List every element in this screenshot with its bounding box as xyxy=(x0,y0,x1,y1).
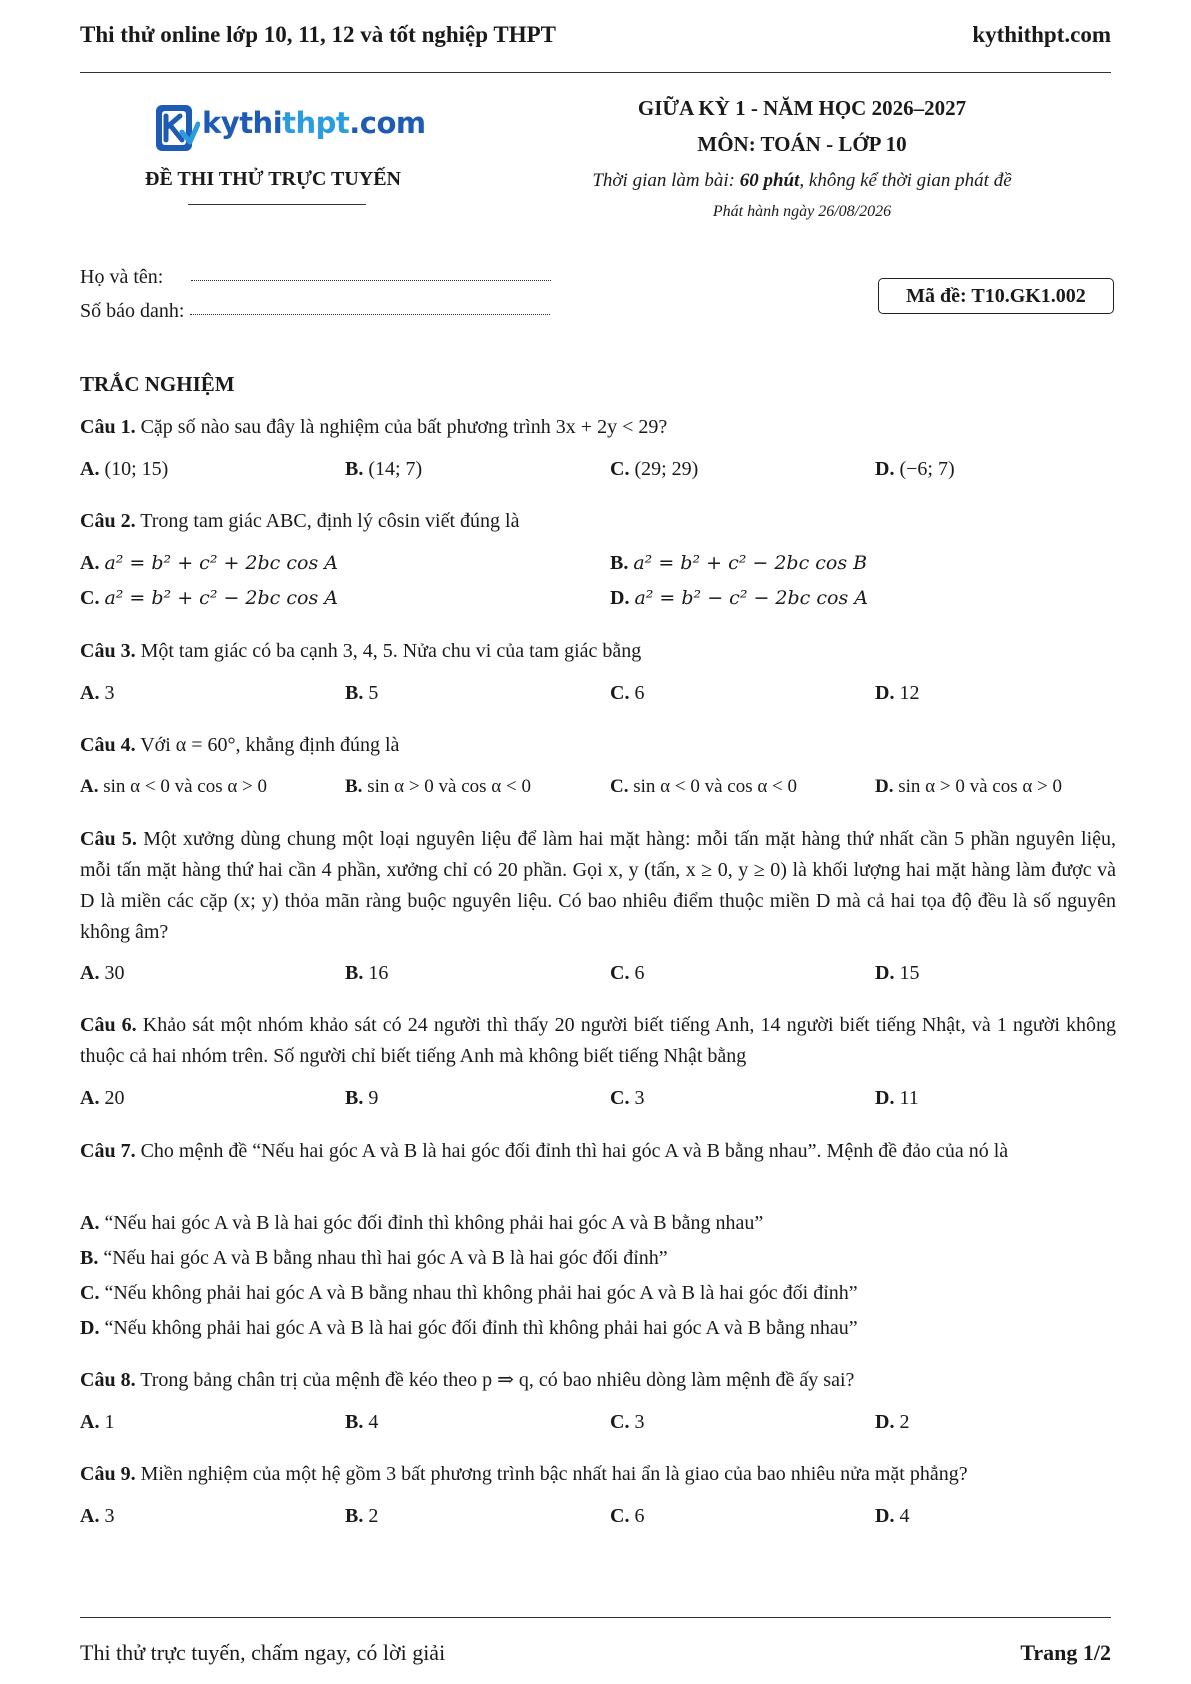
option-label: B. xyxy=(345,776,363,797)
question-text: Khảo sát một nhóm khảo sát có 24 người thì thấy 20 người biết tiếng Anh, 14 người biết tiếng Nhật, và 1 người không thuộc cả hai nhóm trên. Số người chỉ biết tiếng Anh mà không biết tiếng Nhật bằng xyxy=(80,1014,1117,1067)
footer-tagline: Thi thử trực tuyến, chấm ngay, có lời giải xyxy=(80,1640,446,1665)
option-c[interactable] xyxy=(610,776,797,798)
site-logo xyxy=(152,102,426,156)
name-blank[interactable] xyxy=(191,280,551,281)
question-9 xyxy=(80,1459,1116,1490)
option-label: C. xyxy=(610,682,630,704)
question-text: Trong tam giác ABC, định lý côsin viết đúng là xyxy=(140,510,520,532)
option-label: D. xyxy=(610,587,630,609)
logo-text-com: .com xyxy=(349,106,426,140)
exam-subject: MÔN: TOÁN - LỚP 10 xyxy=(697,132,907,156)
option-a[interactable] xyxy=(80,682,114,705)
option-label: B. xyxy=(345,1087,364,1109)
question-number: Câu 9. xyxy=(80,1463,136,1485)
option-b[interactable] xyxy=(345,776,531,798)
exam-code-badge: Mã đề: T10.GK1.002 xyxy=(878,278,1114,314)
option-label: A. xyxy=(80,1087,100,1109)
option-c[interactable] xyxy=(610,1505,644,1528)
option-text: 16 xyxy=(368,962,389,984)
option-label: A. xyxy=(80,458,100,480)
option-c[interactable] xyxy=(80,1282,858,1305)
option-label: B. xyxy=(345,1505,364,1527)
option-c[interactable] xyxy=(610,682,644,705)
option-a[interactable] xyxy=(80,1505,114,1528)
exam-time-suffix: , không kể thời gian phát đề xyxy=(799,170,1012,191)
question-text: Cho mệnh đề “Nếu hai góc A và B là hai góc đối đỉnh thì hai góc A và B bằng nhau”. Mệnh đề đảo của nó là xyxy=(140,1140,1009,1162)
option-text: sin α < 0 và cos α > 0 xyxy=(103,776,268,797)
option-b[interactable] xyxy=(345,1087,378,1110)
option-a[interactable] xyxy=(80,1087,124,1110)
option-text: sin α < 0 và cos α < 0 xyxy=(633,776,798,797)
option-label: A. xyxy=(80,1411,100,1433)
question-number: Câu 7. xyxy=(80,1140,136,1162)
option-text: “Nếu không phải hai góc A và B bằng nhau thì không phải hai góc A và B là hai góc đối đỉnh” xyxy=(104,1282,858,1304)
section-title: TRẮC NGHIỆM xyxy=(80,372,235,396)
option-d[interactable] xyxy=(875,1411,909,1434)
header-site: kythithpt.com xyxy=(972,22,1111,47)
exam-time-prefix: Thời gian làm bài: xyxy=(592,170,740,191)
exam-time xyxy=(548,170,1056,192)
option-label: D. xyxy=(875,682,895,704)
question-text: Miền nghiệm của một hệ gồm 3 bất phương trình bậc nhất hai ẩn là giao của bao nhiêu nửa mặt phẳng? xyxy=(140,1463,968,1485)
option-a[interactable] xyxy=(80,1411,114,1434)
option-a[interactable] xyxy=(80,458,168,481)
question-1 xyxy=(80,412,1116,443)
name-label: Họ và tên: xyxy=(80,266,164,288)
option-text: 2 xyxy=(368,1505,379,1527)
question-text: Trong bảng chân trị của mệnh đề kéo theo p ⇒ q, có bao nhiêu dòng làm mệnh đề ấy sai? xyxy=(140,1369,855,1391)
option-label: A. xyxy=(80,776,99,797)
option-label: C. xyxy=(610,962,630,984)
option-text: a² = b² + c² + 2bc cos A xyxy=(104,552,338,574)
option-label: B. xyxy=(80,1247,99,1269)
option-label: D. xyxy=(875,458,895,480)
option-label: A. xyxy=(80,552,100,574)
option-label: A. xyxy=(80,1505,100,1527)
option-text: 20 xyxy=(104,1087,125,1109)
option-b[interactable] xyxy=(80,1247,668,1270)
option-c[interactable] xyxy=(610,458,698,481)
option-c[interactable] xyxy=(80,587,338,610)
option-label: B. xyxy=(345,1411,364,1433)
question-8 xyxy=(80,1365,1116,1396)
option-d[interactable] xyxy=(875,682,919,705)
option-b[interactable] xyxy=(345,1505,378,1528)
question-number: Câu 4. xyxy=(80,734,136,756)
option-text: (10; 15) xyxy=(104,458,169,480)
question-number: Câu 6. xyxy=(80,1014,137,1036)
option-text: “Nếu hai góc A và B bằng nhau thì hai góc A và B là hai góc đối đỉnh” xyxy=(103,1247,668,1269)
option-d[interactable] xyxy=(875,1505,909,1528)
option-text: 6 xyxy=(634,962,645,984)
header-title: Thi thử online lớp 10, 11, 12 và tốt nghiệp THPT xyxy=(80,22,556,47)
question-text: Một tam giác có ba cạnh 3, 4, 5. Nửa chu vi của tam giác bằng xyxy=(140,640,642,662)
option-text: 2 xyxy=(899,1411,910,1433)
option-b[interactable] xyxy=(345,458,422,481)
option-label: A. xyxy=(80,682,100,704)
exam-title: GIỮA KỲ 1 - NĂM HỌC 2026–2027 xyxy=(637,96,967,120)
option-text: 4 xyxy=(368,1411,379,1433)
option-text: 3 xyxy=(104,682,115,704)
name-field[interactable] xyxy=(80,266,551,289)
logo-icon xyxy=(152,102,200,154)
question-number: Câu 5. xyxy=(80,828,137,850)
option-text: a² = b² + c² − 2bc cos B xyxy=(633,552,868,574)
question-number: Câu 2. xyxy=(80,510,136,532)
option-text: 4 xyxy=(899,1505,910,1527)
online-exam-label: ĐỀ THI THỬ TRỰC TUYẾN xyxy=(145,168,401,190)
option-text: (29; 29) xyxy=(634,458,699,480)
option-label: B. xyxy=(610,552,629,574)
option-a[interactable] xyxy=(80,776,267,798)
option-d[interactable] xyxy=(875,1087,919,1110)
option-label: B. xyxy=(345,458,364,480)
option-text: sin α > 0 và cos α < 0 xyxy=(367,776,531,797)
online-label-underline xyxy=(188,204,366,205)
page-number: Trang 1/2 xyxy=(1020,1640,1111,1665)
question-6 xyxy=(80,1010,1116,1072)
option-c[interactable] xyxy=(610,962,644,985)
exam-time-duration: 60 phút xyxy=(739,170,800,191)
option-text: a² = b² − c² − 2bc cos A xyxy=(634,587,868,609)
question-5 xyxy=(80,824,1116,948)
student-id-field[interactable] xyxy=(80,300,550,323)
option-d[interactable] xyxy=(875,458,955,481)
exam-date: Phát hành ngày 26/08/2026 xyxy=(712,203,892,220)
question-number: Câu 8. xyxy=(80,1369,136,1391)
option-text: 3 xyxy=(634,1087,645,1109)
option-label: C. xyxy=(610,1087,630,1109)
question-2 xyxy=(80,506,1116,537)
option-d[interactable] xyxy=(875,962,919,985)
header-divider xyxy=(80,72,1111,73)
option-text: 3 xyxy=(104,1505,115,1527)
question-number: Câu 3. xyxy=(80,640,136,662)
student-id-label: Số báo danh: xyxy=(80,300,185,322)
logo-text-thpt: thpt xyxy=(282,106,350,140)
option-text: 11 xyxy=(899,1087,919,1109)
question-3 xyxy=(80,636,1116,667)
option-text: “Nếu hai góc A và B là hai góc đối đỉnh thì không phải hai góc A và B bằng nhau” xyxy=(104,1212,764,1234)
option-text: (14; 7) xyxy=(368,458,423,480)
option-label: C. xyxy=(610,776,629,797)
option-label: D. xyxy=(875,776,894,797)
option-label: C. xyxy=(610,458,630,480)
question-text: Với α = 60°, khẳng định đúng là xyxy=(140,734,400,756)
logo-text-kythi: kythi xyxy=(202,106,283,140)
option-d[interactable] xyxy=(80,1317,858,1340)
option-text: 5 xyxy=(368,682,379,704)
option-text: 6 xyxy=(634,1505,645,1527)
option-text: 30 xyxy=(104,962,125,984)
option-a[interactable] xyxy=(80,1212,763,1235)
option-text: 12 xyxy=(899,682,920,704)
option-label: C. xyxy=(80,1282,100,1304)
option-b[interactable] xyxy=(610,552,867,575)
footer-divider xyxy=(80,1617,1111,1618)
option-text: 6 xyxy=(634,682,645,704)
question-7 xyxy=(80,1136,1116,1167)
option-b[interactable] xyxy=(345,1411,378,1434)
option-a[interactable] xyxy=(80,552,338,575)
option-d[interactable] xyxy=(610,587,868,610)
question-4 xyxy=(80,730,1116,761)
option-label: C. xyxy=(80,587,100,609)
option-text: 3 xyxy=(634,1411,645,1433)
option-label: D. xyxy=(875,1087,895,1109)
option-text: 9 xyxy=(368,1087,379,1109)
option-a[interactable] xyxy=(80,962,124,985)
option-text: a² = b² + c² − 2bc cos A xyxy=(104,587,338,609)
question-number: Câu 1. xyxy=(80,416,136,438)
option-label: D. xyxy=(875,1411,895,1433)
option-label: D. xyxy=(80,1317,100,1339)
option-label: C. xyxy=(610,1411,630,1433)
option-b[interactable] xyxy=(345,962,388,985)
question-text: Cặp số nào sau đây là nghiệm của bất phương trình 3x + 2y < 29? xyxy=(140,416,668,438)
option-text: (−6; 7) xyxy=(899,458,955,480)
option-label: A. xyxy=(80,1212,100,1234)
option-d[interactable] xyxy=(875,776,1062,798)
question-text: Một xưởng dùng chung một loại nguyên liệu để làm hai mặt hàng: mỗi tấn mặt hàng thứ nhất cần 5 phần nguyên liệu, mỗi tấn mặt hàng thứ hai cần 4 phần, xưởng chỉ có 20 phần. Gọi x, y (tấn, x ≥ 0, y ≥ 0) là khối lượng hai mặt hàng làm được và D là miền các cặp (x; y) thỏa mãn ràng buộc nguyên liệu. Có bao nhiêu điểm thuộc miền D mà cả hai tọa độ đều là số nguyên không âm? xyxy=(80,828,1116,943)
option-label: A. xyxy=(80,962,100,984)
option-label: B. xyxy=(345,682,364,704)
option-b[interactable] xyxy=(345,682,378,705)
option-text: 15 xyxy=(899,962,920,984)
student-id-blank[interactable] xyxy=(190,314,550,315)
option-text: 1 xyxy=(104,1411,115,1433)
option-label: B. xyxy=(345,962,364,984)
option-c[interactable] xyxy=(610,1087,644,1110)
option-c[interactable] xyxy=(610,1411,644,1434)
option-text: sin α > 0 và cos α > 0 xyxy=(898,776,1063,797)
option-label: D. xyxy=(875,962,895,984)
option-label: C. xyxy=(610,1505,630,1527)
option-text: “Nếu không phải hai góc A và B là hai góc đối đỉnh thì không phải hai góc A và B bằng nhau” xyxy=(104,1317,858,1339)
option-label: D. xyxy=(875,1505,895,1527)
